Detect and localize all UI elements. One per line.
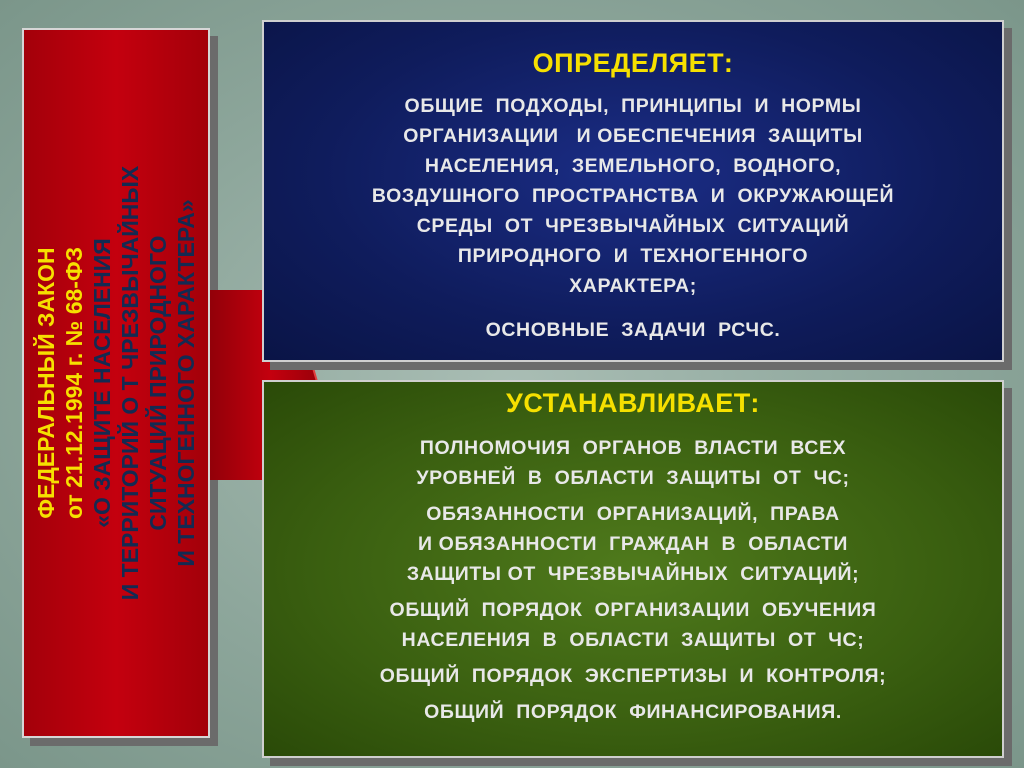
defines-line: ВОЗДУШНОГО ПРОСТРАНСТВА И ОКРУЖАЮЩЕЙ	[371, 185, 895, 207]
defines-line: ОРГАНИЗАЦИИ И ОБЕСПЕЧЕНИЯ ЗАЩИТЫ	[403, 125, 863, 147]
establishes-line: НАСЕЛЕНИЯ В ОБЛАСТИ ЗАЩИТЫ ОТ ЧС;	[401, 629, 865, 651]
law-line-6: И ТЕХНОГЕННОГО ХАРАКТЕРА»	[173, 199, 199, 567]
defines-title: ОПРЕДЕЛЯЕТ:	[532, 48, 734, 78]
law-line-3: «О ЗАЩИТЕ НАСЕЛЕНИЯ	[89, 238, 115, 528]
establishes-line: ОБЯЗАННОСТИ ОРГАНИЗАЦИЙ, ПРАВА	[426, 503, 840, 525]
defines-line: СРЕДЫ ОТ ЧРЕЗВЫЧАЙНЫХ СИТУАЦИЙ	[416, 215, 850, 237]
law-line-1: ФЕДЕРАЛЬНЫЙ ЗАКОН	[33, 247, 59, 519]
defines-line: ОБЩИЕ ПОДХОДЫ, ПРИНЦИПЫ И НОРМЫ	[404, 95, 862, 117]
establishes-box	[262, 380, 1004, 758]
law-line-2: от 21.12.1994 г. № 68-ФЗ	[61, 247, 87, 520]
establishes-line: УРОВНЕЙ В ОБЛАСТИ ЗАЩИТЫ ОТ ЧС;	[416, 467, 850, 489]
law-line-4: И ТЕРРИТОРИЙ О Т ЧРЕЗВЫЧАЙНЫХ	[117, 165, 143, 601]
defines-task: ОСНОВНЫЕ ЗАДАЧИ РСЧС.	[485, 319, 781, 341]
establishes-line: ОБЩИЙ ПОРЯДОК ЭКСПЕРТИЗЫ И КОНТРОЛЯ;	[379, 665, 887, 687]
law-title-text	[32, 33, 200, 733]
law-title-box	[22, 28, 210, 738]
establishes-line: И ОБЯЗАННОСТИ ГРАЖДАН В ОБЛАСТИ	[418, 533, 848, 555]
establishes-title: УСТАНАВЛИВАЕТ:	[506, 388, 760, 418]
establishes-line: ОБЩИЙ ПОРЯДОК ОРГАНИЗАЦИИ ОБУЧЕНИЯ	[389, 599, 877, 621]
defines-line: НАСЕЛЕНИЯ, ЗЕМЕЛЬНОГО, ВОДНОГО,	[424, 155, 842, 177]
defines-line: ПРИРОДНОГО И ТЕХНОГЕННОГО	[457, 245, 809, 267]
establishes-line: ОБЩИЙ ПОРЯДОК ФИНАНСИРОВАНИЯ.	[424, 701, 842, 723]
establishes-line: ЗАЩИТЫ ОТ ЧРЕЗВЫЧАЙНЫХ СИТУАЦИЙ;	[406, 563, 860, 585]
establishes-line: ПОЛНОМОЧИЯ ОРГАНОВ ВЛАСТИ ВСЕХ	[419, 437, 847, 459]
defines-box	[262, 20, 1004, 362]
defines-line: ХАРАКТЕРА;	[569, 275, 697, 297]
law-line-5: СИТУАЦИЙ ПРИРОДНОГО	[145, 235, 171, 531]
